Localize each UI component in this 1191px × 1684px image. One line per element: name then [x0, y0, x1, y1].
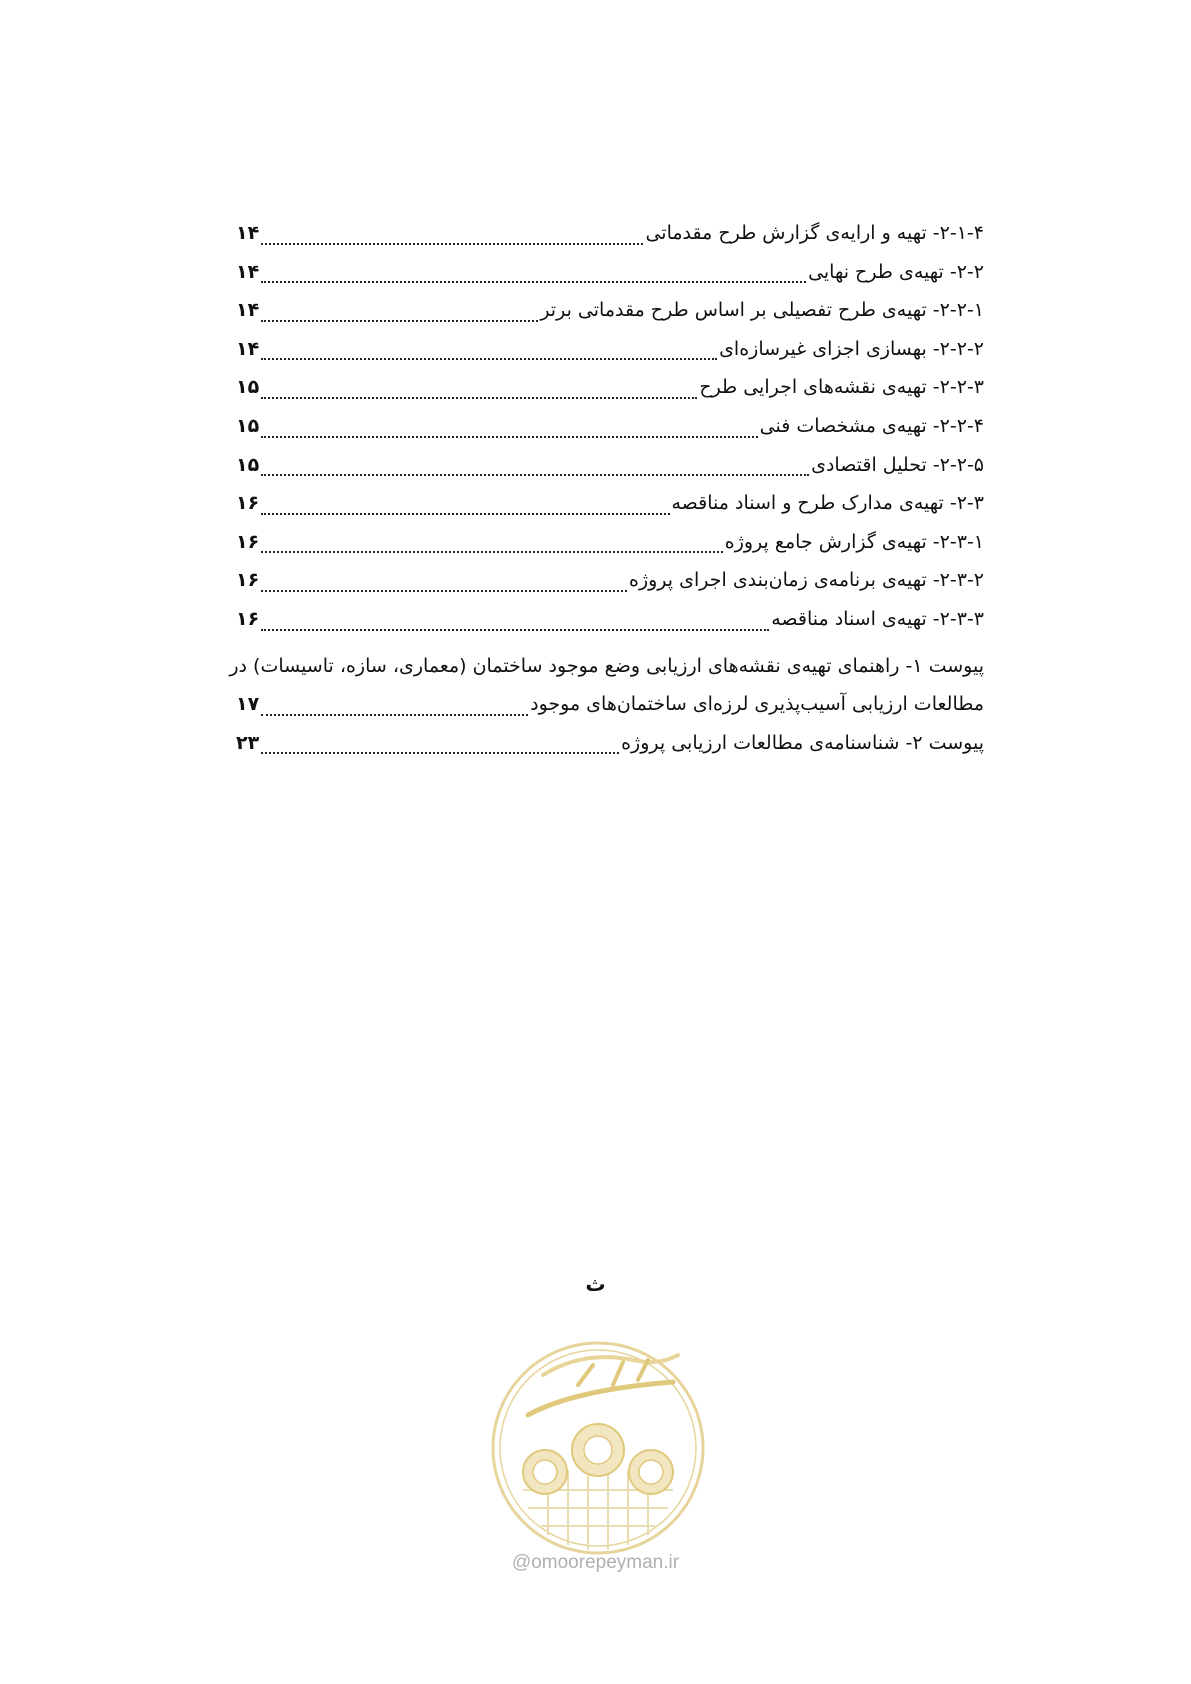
toc-entry-title: ۲-۲-۵- تحلیل اقتصادی	[811, 453, 984, 476]
dot-leader	[261, 629, 769, 631]
toc-entry[interactable]	[236, 600, 984, 639]
dot-leader	[261, 281, 806, 283]
dot-leader	[261, 320, 538, 322]
toc-entry-title: ۲-۲-۴- تهیه‌ی مشخصات فنی	[759, 414, 984, 437]
toc-entry-title: ۲-۲-۳- تهیه‌ی نقشه‌های اجرایی طرح	[699, 376, 984, 399]
toc-entry-page: ۱۶	[236, 569, 260, 592]
toc-entry[interactable]	[236, 253, 984, 292]
page-number-letter: ث	[585, 1272, 606, 1296]
dot-leader	[261, 590, 627, 592]
toc-entry-page: ۱۴	[236, 337, 260, 360]
dot-leader	[261, 513, 669, 515]
dot-leader	[261, 551, 723, 553]
watermark-logo	[483, 1330, 713, 1570]
table-of-contents	[229, 214, 984, 762]
appendix1-title-line1[interactable]: پیوست ۱- راهنمای تهیه‌ی نقشه‌های ارزیابی وضع موجود ساختمان (معماری، سازه، تاسیسات) در	[229, 654, 984, 677]
appendix1-entry[interactable]	[236, 685, 984, 724]
toc-entry-title: ۲-۳-۳- تهیه‌ی اسناد مناقصه	[771, 607, 984, 630]
watermark-url: @omoorepeyman.ir	[511, 1552, 680, 1573]
appendix2-title: پیوست ۲- شناسنامه‌ی مطالعات ارزیابی پروژه	[621, 731, 984, 754]
dot-leader	[261, 752, 619, 754]
toc-entry[interactable]	[236, 214, 984, 253]
dot-leader	[261, 243, 643, 245]
toc-entry-page: ۱۶	[236, 607, 260, 630]
dot-leader	[261, 358, 717, 360]
toc-entry[interactable]	[236, 291, 984, 330]
dot-leader	[261, 474, 809, 476]
appendix2-entry[interactable]	[236, 724, 984, 763]
toc-entry[interactable]	[236, 561, 984, 600]
toc-entry-title: ۲-۲-۱- تهیه‌ی طرح تفصیلی بر اساس طرح مقدماتی برتر	[540, 299, 984, 322]
toc-entry-page: ۱۵	[236, 453, 260, 476]
toc-entry-title: ۲-۳-۱- تهیه‌ی گزارش جامع پروژه	[724, 530, 984, 553]
toc-entry-page: ۱۴	[236, 222, 260, 244]
dot-leader	[261, 714, 528, 716]
toc-entry-title: ۲-۳-۲- تهیه‌ی برنامه‌ی زمان‌بندی اجرای پروژه	[629, 569, 984, 592]
toc-entry-page: ۱۶	[236, 492, 260, 515]
toc-entry[interactable]	[236, 407, 984, 446]
toc-entry-page: ۱۶	[236, 530, 260, 553]
appendix1-page: ۱۷	[236, 693, 260, 716]
appendix2-page: ۲۳	[236, 731, 260, 754]
dot-leader	[261, 397, 697, 399]
toc-entry[interactable]	[236, 484, 984, 523]
appendix1-title-line2: مطالعات ارزیابی آسیب‌پذیری لرزه‌ای ساختمان‌های موجود	[530, 693, 984, 716]
toc-entry[interactable]	[236, 330, 984, 369]
dot-leader	[261, 436, 757, 438]
toc-entry-title: ۲-۲- تهیه‌ی طرح نهایی	[808, 260, 984, 283]
toc-entry-page: ۱۵	[236, 376, 260, 399]
toc-entry-title: ۲-۱-۴- تهیه و ارایه‌ی گزارش طرح مقدماتی	[645, 222, 984, 244]
toc-entry-title: ۲-۲-۲- بهسازی اجزای غیرسازه‌ای	[719, 337, 984, 360]
toc-entry[interactable]	[236, 446, 984, 485]
toc-entry-title: ۲-۳- تهیه‌ی مدارک طرح و اسناد مناقصه	[671, 492, 984, 515]
toc-entry-page: ۱۴	[236, 299, 260, 322]
toc-entry[interactable]	[236, 368, 984, 407]
toc-entry-page: ۱۴	[236, 260, 260, 283]
toc-entry[interactable]	[236, 523, 984, 562]
toc-entry-page: ۱۵	[236, 414, 260, 437]
